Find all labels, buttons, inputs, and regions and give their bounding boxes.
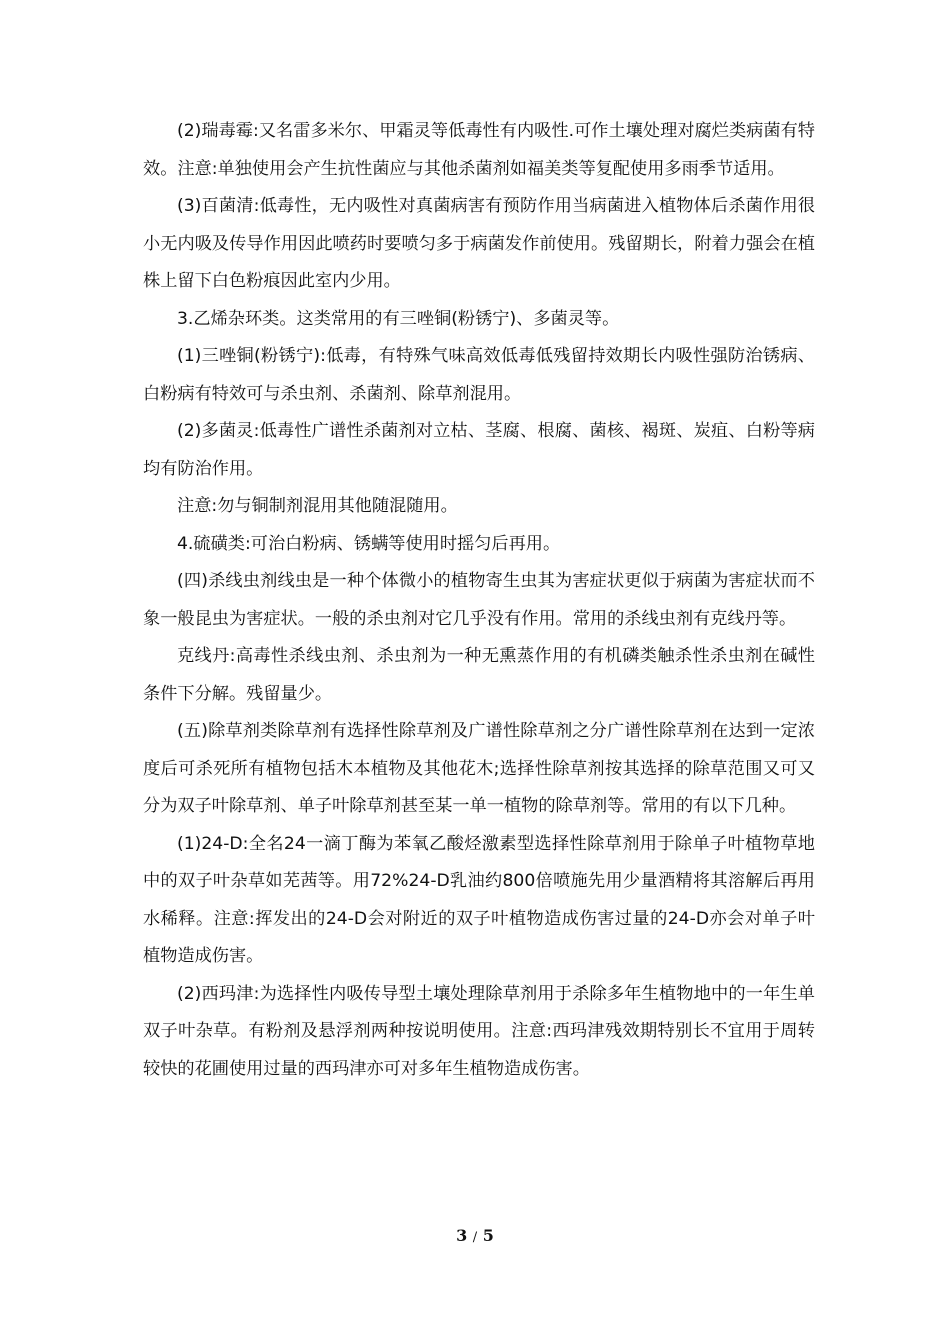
paragraph-simazine: (2)西玛津:为选择性内吸传导型土壤处理除草剂用于杀除多年生植物地中的一年生单双子叶杂草。有粉剂及悬浮剂两种按说明使用。注意:西玛津残效期特别长不宜用于周转较快的花圃使用过量的西玛津亦可对多年生植物造成伤害。 [143, 983, 815, 1079]
current-page-number: 3 [456, 1226, 468, 1245]
paragraph-ridomil: (2)瑞毒霉:又名雷多米尔、甲霜灵等低毒性有内吸性.可作土壤处理对腐烂类病菌有特效。注意:单独使用会产生抗性菌应与其他杀菌剂如福美类等复配使用多雨季节适用。 [143, 121, 815, 179]
page-number [0, 1226, 950, 1245]
paragraph-nematicide: (四)杀线虫剂线虫是一种个体微小的植物寄生虫其为害症状更似于病菌为害症状而不象一般昆虫为害症状。一般的杀虫剂对它几乎没有作用。常用的杀线虫剂有克线丹等。 [143, 571, 815, 629]
paragraph-24d: (1)24-D:全名24一滴丁酶为苯氧乙酸烃激素型选择性除草剂用于除单子叶植物草地中的双子叶杂草如芜茜等。用72%24-D乳油约800倍喷施先用少量酒精将其溶解后再用水稀释。注意:挥发出的24-D会对附近的双子叶植物造成伤害过量的24-D亦会对单子叶植物造成伤害。 [143, 833, 815, 966]
paragraph-chlorothalonil: (3)百菌清:低毒性，无内吸性对真菌病害有预防作用当病菌进入植物体后杀菌作用很小无内吸及传导作用因此喷药时要喷匀多于病菌发作前使用。残留期长，附着力强会在植株上留下白色粉痕因此室内少用。 [143, 196, 815, 291]
page-separator: / [472, 1230, 478, 1245]
paragraph-carbendazim: (2)多菌灵:低毒性广谱性杀菌剂对立枯、茎腐、根腐、菌核、褐斑、炭疽、白粉等病均有防治作用。 [143, 421, 815, 479]
paragraph-carbendazim-note: 注意:勿与铜制剂混用其他随混随用。 [177, 496, 458, 516]
paragraph-herbicide: (五)除草剂类除草剂有选择性除草剂及广谱性除草剂之分广谱性除草剂在达到一定浓度后可杀死所有植物包括木本植物及其他花木;选择性除草剂按其选择的除草范围又可又分为双子叶除草剂、单子叶除草剂甚至某一单一植物的除草剂等。常用的有以下几种。 [143, 721, 815, 816]
body-text [143, 113, 815, 1088]
paragraph-kexiandan: 克线丹:高毒性杀线虫剂、杀虫剂为一种无熏蒸作用的有机磷类触杀性杀虫剂在碱性条件下分解。残留量少。 [143, 646, 815, 704]
paragraph-heterocyclic-heading: 3.乙烯杂环类。这类常用的有三唑铜(粉锈宁)、多菌灵等。 [177, 308, 620, 329]
paragraph-sulfur: 4.硫磺类:可治白粉病、锈螨等使用时摇匀后再用。 [177, 533, 561, 554]
paragraph-triadimefon: (1)三唑铜(粉锈宁):低毒，有特殊气味高效低毒低残留持效期长内吸性强防治锈病、白粉病有特效可与杀虫剂、杀菌剂、除草剂混用。 [143, 346, 815, 404]
total-pages-number: 5 [482, 1226, 494, 1245]
